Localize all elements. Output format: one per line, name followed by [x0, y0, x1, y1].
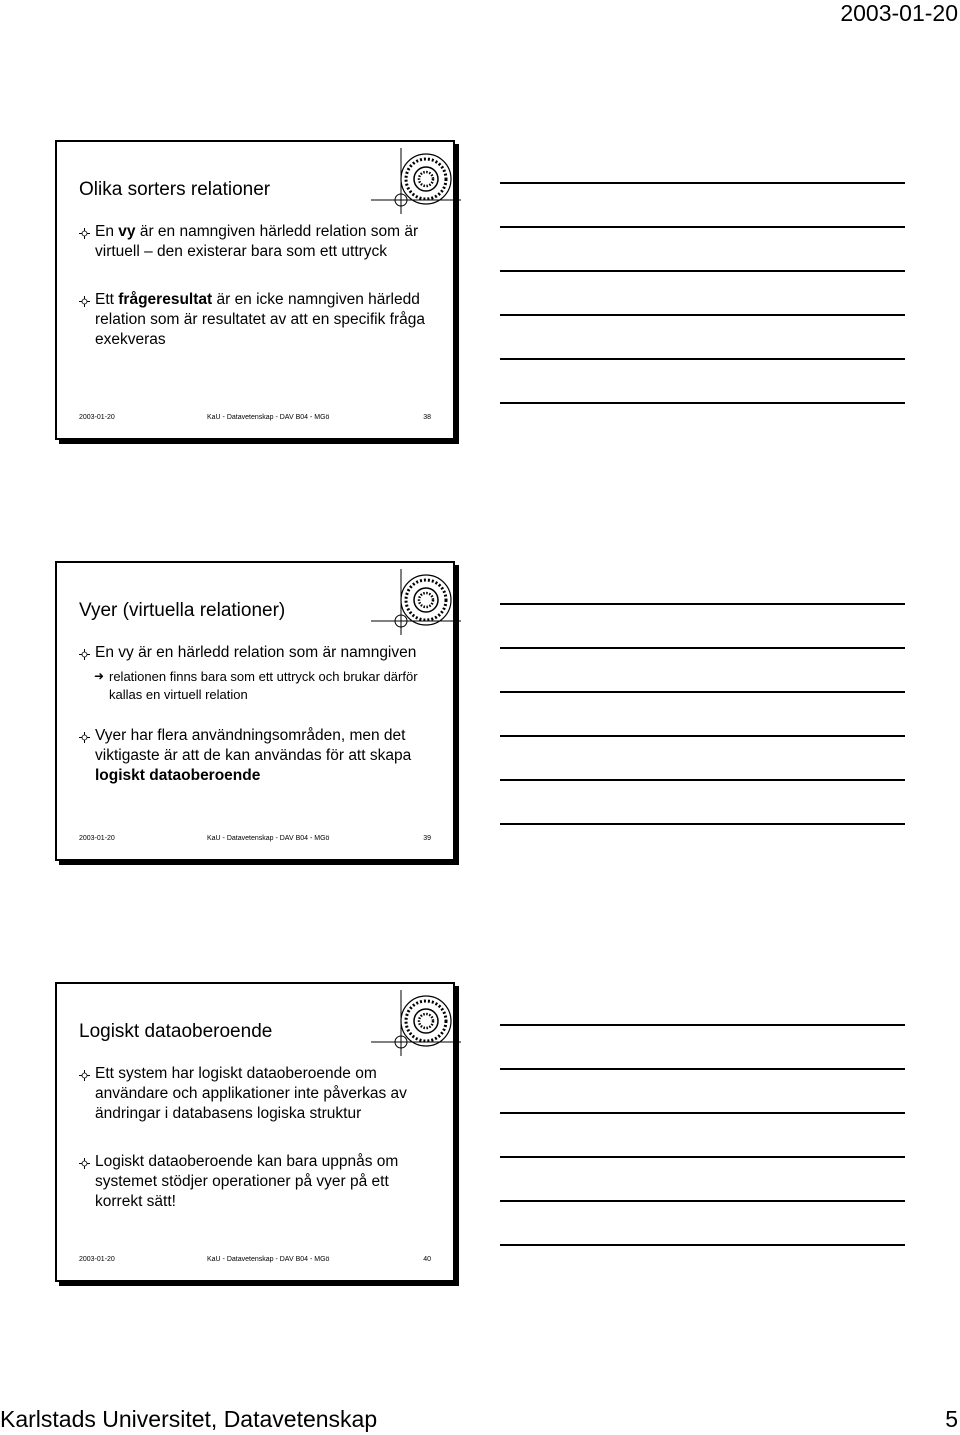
note-line — [500, 1024, 905, 1026]
arrow-bullet-icon: ➜ — [94, 669, 105, 683]
cross-bullet-icon — [79, 296, 90, 307]
page-date: 2003-01-20 — [840, 0, 958, 26]
bullet-list — [79, 1064, 434, 1240]
university-seal-icon — [371, 569, 461, 635]
note-line — [500, 823, 905, 825]
bullet-list — [79, 643, 434, 814]
footer-course: KaU - Datavetenskap - DAV B04 - MGö — [207, 414, 330, 421]
slide-footer — [79, 412, 431, 424]
sub-bullet-text: relationen finns bara som ett uttryck och brukar därför kallas en virtuell relation — [109, 669, 418, 702]
bullet-text: En vy är en härledd relation som är namngiven — [95, 644, 417, 661]
sub-bullet-item — [79, 668, 434, 704]
bullet-text: är en icke namngiven härledd relation som är resultatet av att en specifik fråga exekveras — [95, 291, 425, 348]
note-line — [500, 314, 905, 316]
footer-course: KaU - Datavetenskap - DAV B04 - MGö — [207, 835, 330, 842]
note-line — [500, 1156, 905, 1158]
note-line — [500, 1200, 905, 1202]
note-line — [500, 270, 905, 272]
bullet-text: Vyer har flera användningsområden, men det viktigaste är att de kan användas för att skapa — [95, 727, 412, 764]
note-line — [500, 691, 905, 693]
note-line — [500, 1244, 905, 1246]
bullet-text: Ett system har logiskt dataoberoende om användare och applikationer inte påverkas av ändringar i databasens logiska struktur — [95, 1065, 407, 1122]
slide-footer — [79, 1254, 431, 1266]
note-line — [500, 226, 905, 228]
bullet-bold-text: logiskt dataoberoende — [95, 767, 261, 784]
note-line — [500, 402, 905, 404]
note-line — [500, 1112, 905, 1114]
bullet-item — [79, 1152, 434, 1212]
cross-bullet-icon — [79, 732, 90, 743]
note-line — [500, 603, 905, 605]
slide-title: Olika sorters relationer — [79, 179, 271, 200]
note-line — [500, 735, 905, 737]
note-line — [500, 182, 905, 184]
bullet-bold-text: vy — [118, 223, 136, 240]
footer-date: 2003-01-20 — [79, 835, 115, 842]
bullet-list — [79, 222, 434, 378]
bullet-text: Ett — [95, 291, 119, 308]
page-number: 5 — [945, 1406, 958, 1432]
slide-number: 38 — [423, 414, 431, 421]
slide-40 — [55, 982, 455, 1282]
bullet-text: Logiskt dataoberoende kan bara uppnås om systemet stödjer operationer på vyer på ett korrekt sätt! — [95, 1153, 399, 1210]
slide-number: 39 — [423, 835, 431, 842]
cross-bullet-icon — [79, 228, 90, 239]
bullet-item — [79, 726, 434, 786]
cross-bullet-icon — [79, 1070, 90, 1081]
cross-bullet-icon — [79, 649, 90, 660]
note-line — [500, 358, 905, 360]
footer-course: KaU - Datavetenskap - DAV B04 - MGö — [207, 1256, 330, 1263]
university-seal-icon — [371, 148, 461, 214]
footer-date: 2003-01-20 — [79, 1256, 115, 1263]
bullet-text: är en namngiven härledd relation som är virtuell – den existerar bara som ett uttryck — [95, 223, 419, 260]
note-line — [500, 779, 905, 781]
slide-footer — [79, 833, 431, 845]
slide-number: 40 — [423, 1256, 431, 1263]
bullet-item — [79, 222, 434, 262]
note-line — [500, 647, 905, 649]
cross-bullet-icon — [79, 1158, 90, 1169]
bullet-item — [79, 643, 434, 704]
university-seal-icon — [371, 990, 461, 1056]
slide-title: Vyer (virtuella relationer) — [79, 600, 286, 621]
bullet-item — [79, 1064, 434, 1124]
slide-38 — [55, 140, 455, 440]
bullet-text: En — [95, 223, 119, 240]
footer-university: Karlstads Universitet, Datavetenskap — [0, 1406, 378, 1432]
bullet-item — [79, 290, 434, 350]
slide-39 — [55, 561, 455, 861]
note-line — [500, 1068, 905, 1070]
slide-title: Logiskt dataoberoende — [79, 1021, 273, 1042]
footer-date: 2003-01-20 — [79, 414, 115, 421]
bullet-bold-text: frågeresultat — [118, 291, 213, 308]
